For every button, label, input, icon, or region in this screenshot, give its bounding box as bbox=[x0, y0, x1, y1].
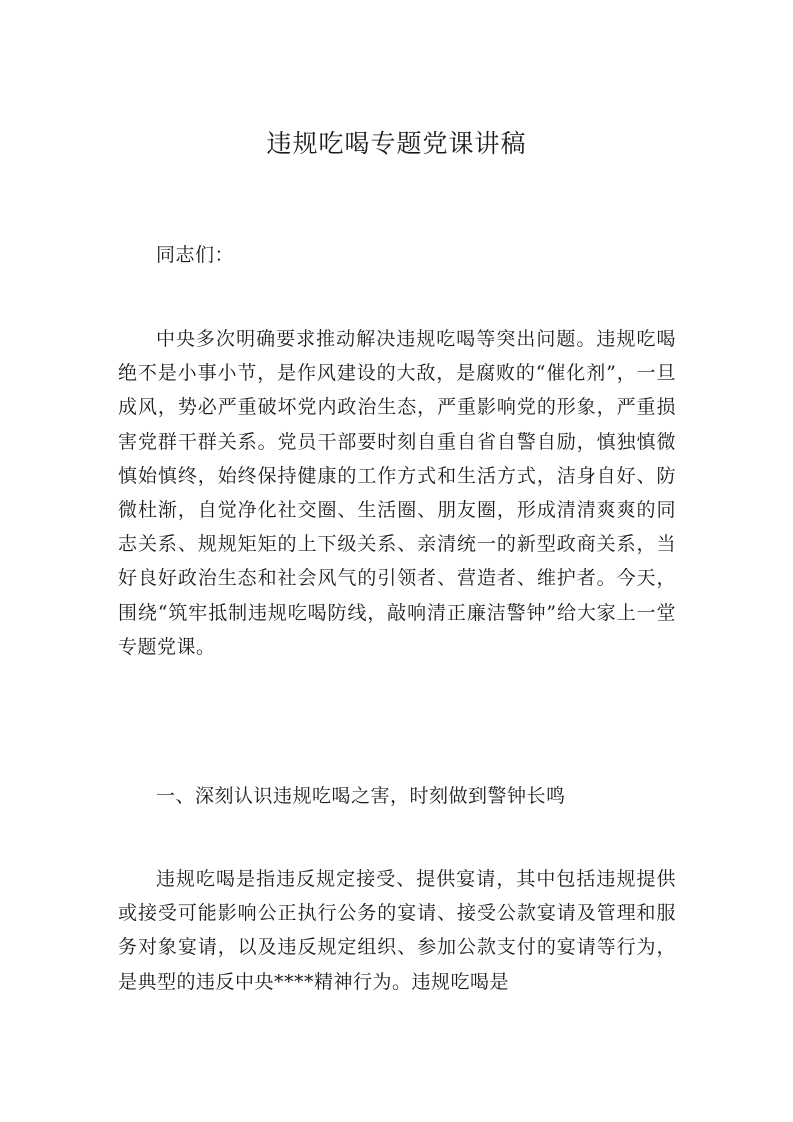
paragraph-1: 中央多次明确要求推动解决违规吃喝等突出问题。违规吃喝绝不是小事小节，是作风建设的大敌，是腐败的“催化剂”，一旦成风，势必严重破坏党内政治生态，严重影响党的形象，严重损害党群干群关系。党员干部要时刻自重自省自警自励，慎独慎微慎始慎终，始终保持健康的工作方式和生活方式，洁身自好、防微杜渐，自觉净化社交圈、生活圈、朋友圈，形成清清爽爽的同志关系、规规矩矩的上下级关系、亲清统一的新型政商关系，当好良好政治生态和社会风气的引领者、营造者、维护者。今天，围绕“筑牢抵制违规吃喝防线，敲响清正廉洁警钟”给大家上一堂专题党课。 bbox=[118, 328, 676, 658]
paragraph-2: 违规吃喝是指违反规定接受、提供宴请，其中包括违规提供或接受可能影响公正执行公务的宴请、接受公款宴请及管理和服务对象宴请，以及违反规定组织、参加公款支付的宴请等行为，是典型的违反中央****精神行为。违规吃喝是 bbox=[118, 868, 676, 993]
greeting: 同志们： bbox=[156, 244, 235, 266]
document-title: 违规吃喝专题党课讲稿 bbox=[266, 129, 527, 158]
section-heading-1: 一、深刻认识违规吃喝之害，时刻做到警钟长鸣 bbox=[156, 785, 566, 807]
